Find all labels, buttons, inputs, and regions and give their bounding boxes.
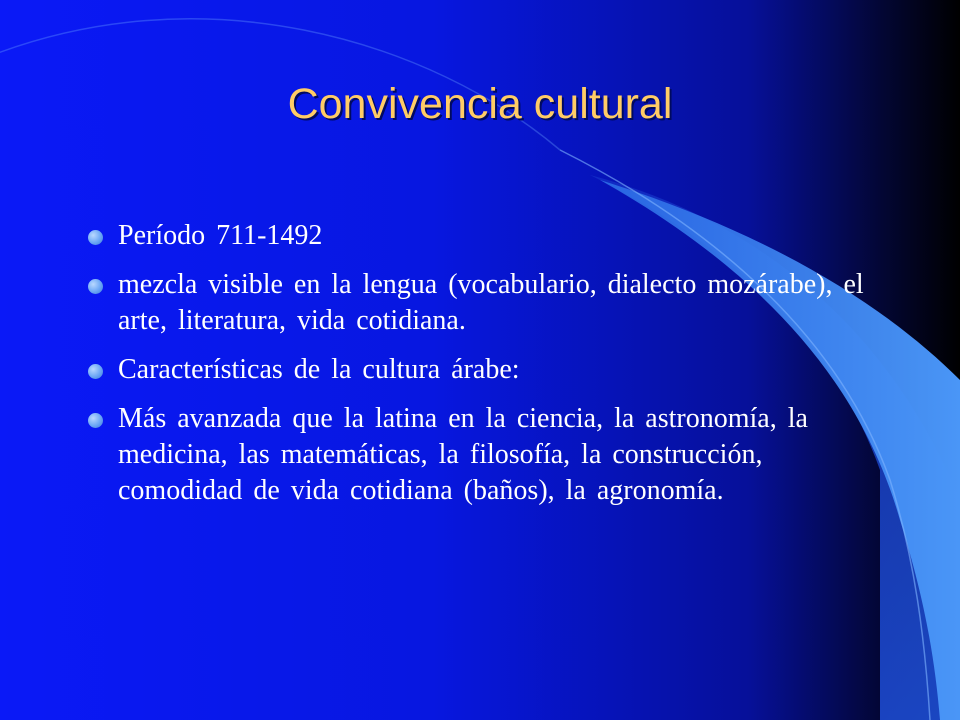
round-bullet-icon	[88, 364, 103, 379]
round-bullet-icon	[88, 279, 103, 294]
bullet-item	[88, 267, 868, 339]
bullet-item	[88, 352, 868, 388]
bullet-item	[88, 218, 868, 254]
bullet-list	[88, 218, 868, 522]
bullet-text: Período 711-1492	[118, 220, 323, 251]
round-bullet-icon	[88, 230, 103, 245]
slide-title: Convivencia cultural	[287, 80, 673, 128]
bullet-item	[88, 401, 868, 509]
bullet-text: mezcla visible en la lengua (vocabulario, dialecto mozárabe), el arte, literatura, vida cotidiana.	[118, 269, 864, 336]
round-bullet-icon	[88, 413, 103, 428]
bullet-text: Características de la cultura árabe:	[118, 354, 520, 385]
bullet-text: Más avanzada que la latina en la ciencia, la astronomía, la medicina, las matemáticas, la filosofía, la construcción, comodidad de vida cotidiana (baños), la agronomía.	[118, 403, 808, 506]
